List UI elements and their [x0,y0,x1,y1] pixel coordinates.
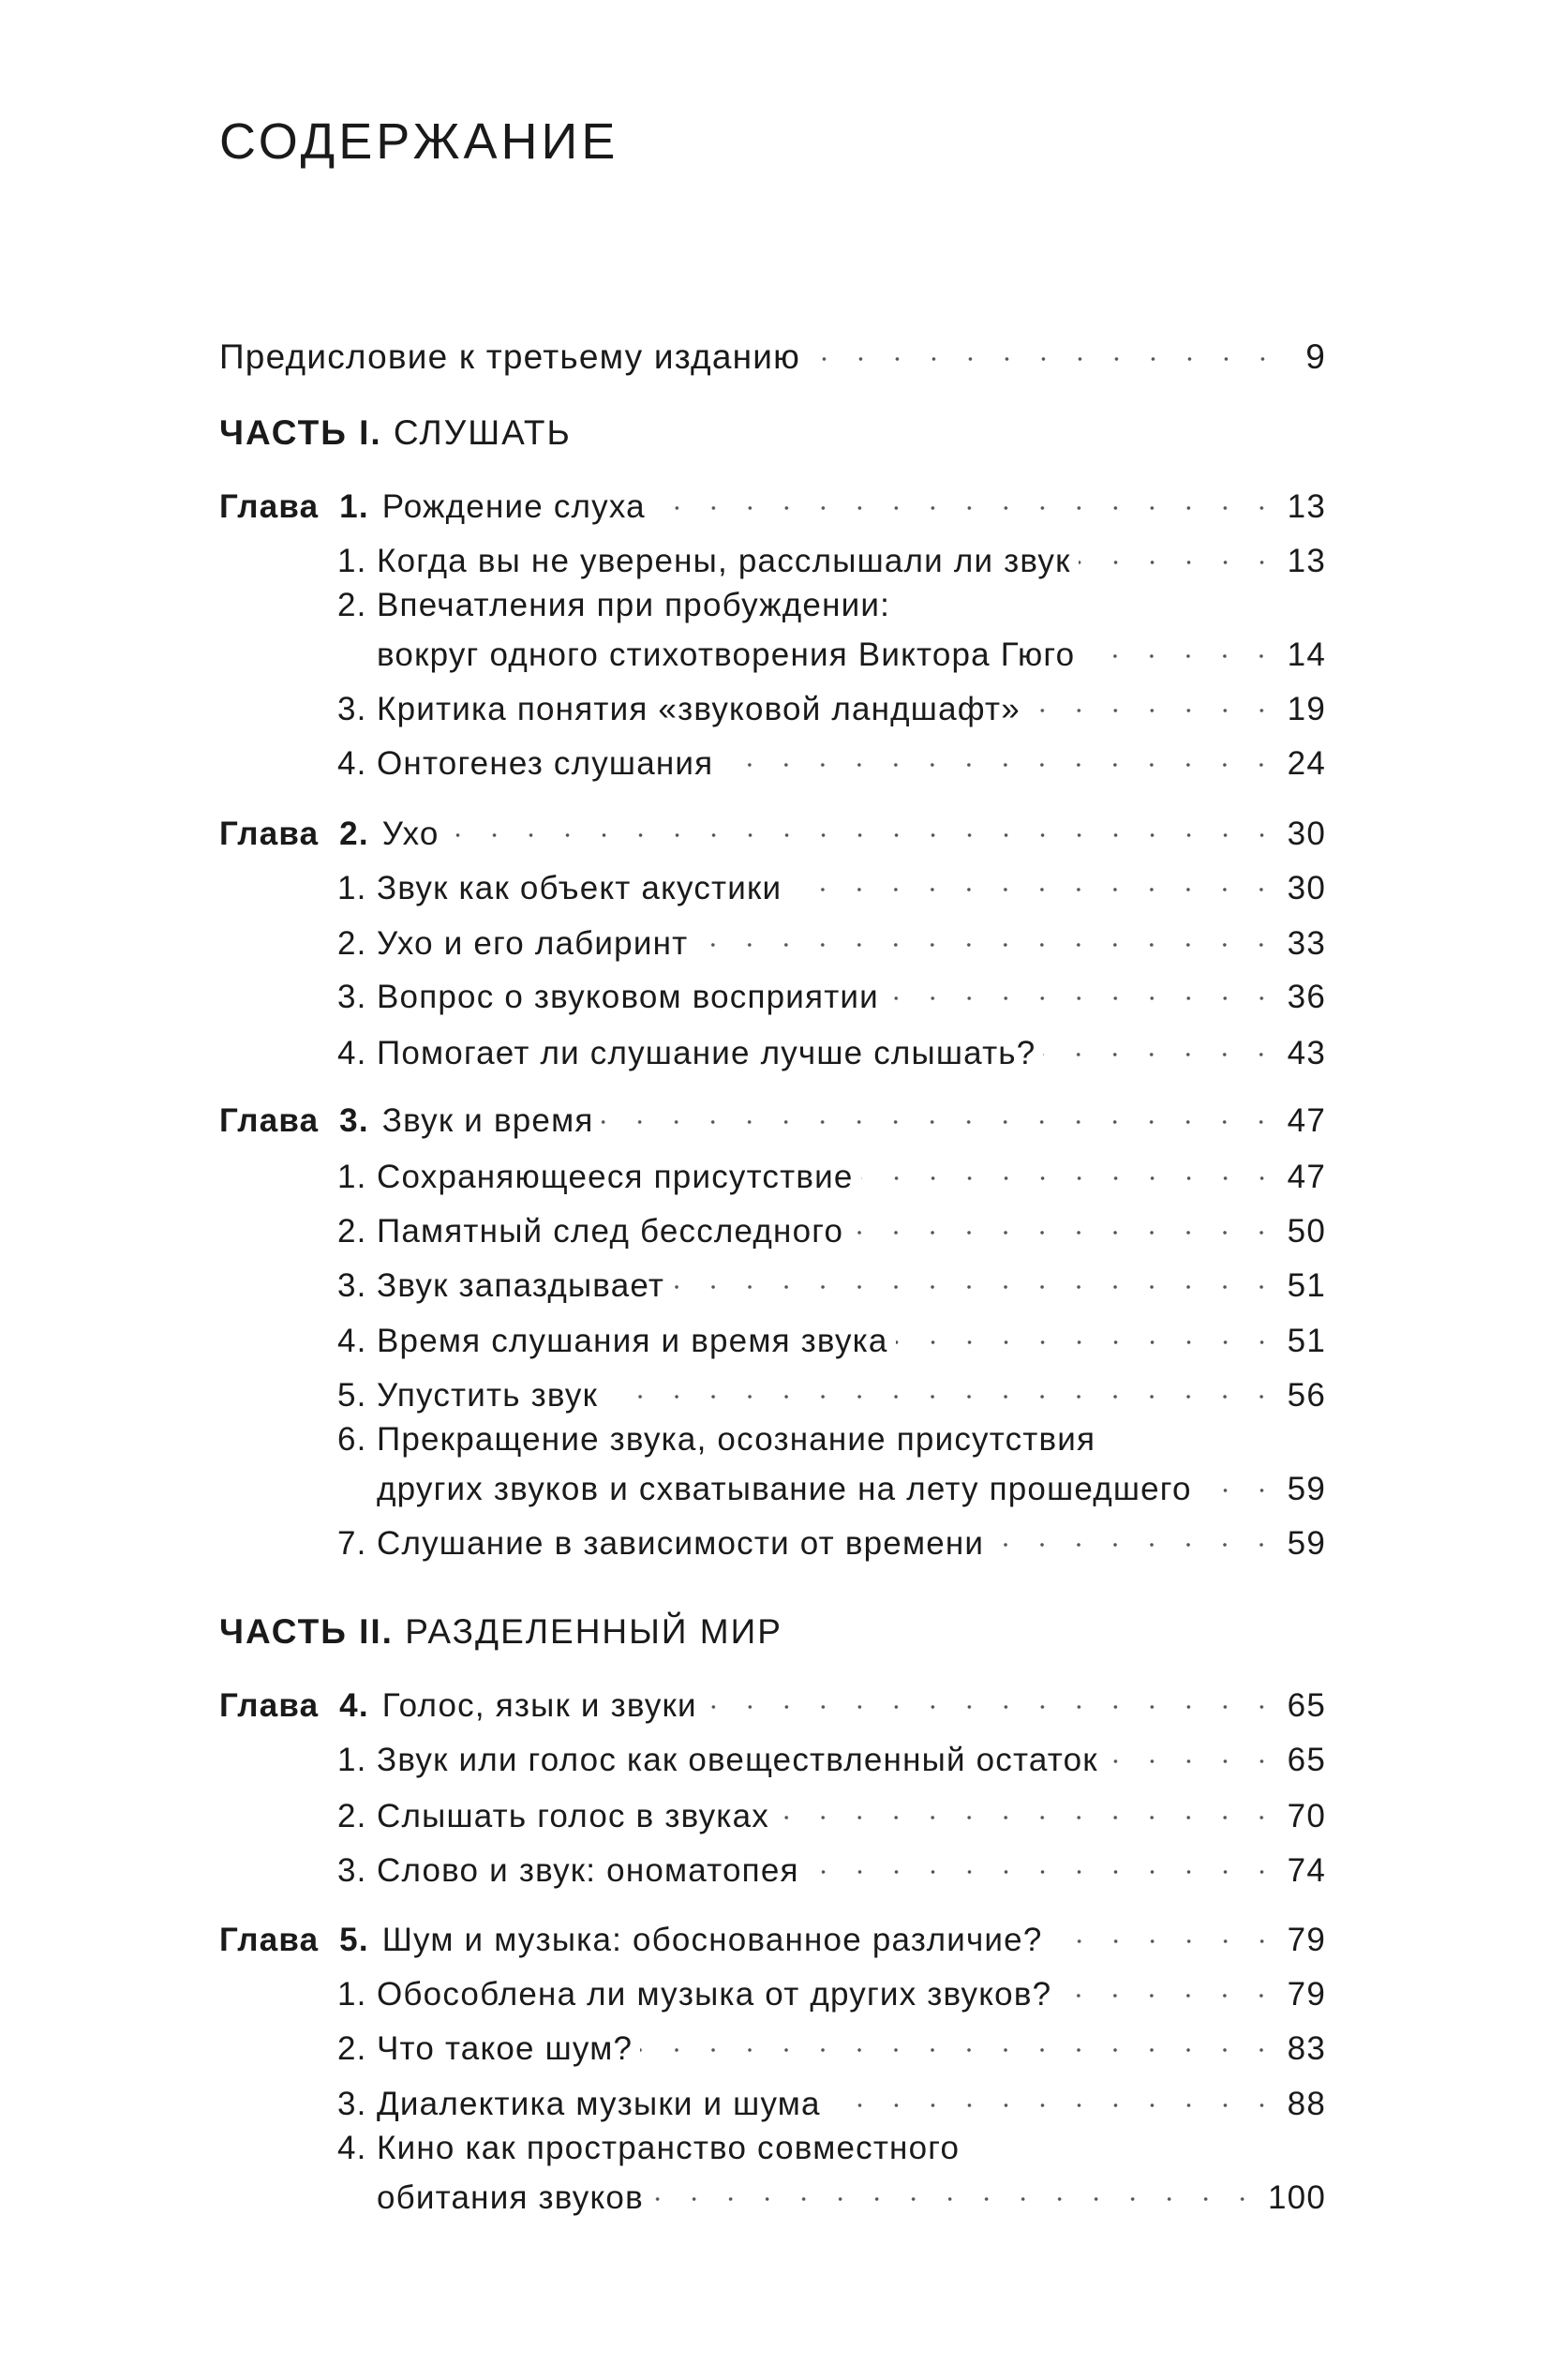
part-heading [219,412,1326,454]
entry-title: Вопрос о звуковом восприятии [377,979,879,1015]
dot-leader [861,1146,1280,1188]
dot-leader [1082,624,1279,666]
entry-title: Слово и звук: ономатопея [377,1852,799,1889]
dot-leader [777,1786,1280,1827]
entry-title: Слышать голос в звуках [377,1798,769,1834]
toc-entry-section[interactable] [337,1513,1326,1562]
part-heading [219,1611,1326,1653]
entry-title: Слушание в зависимости от времени [377,1525,985,1562]
dot-leader [601,1090,1279,1131]
entry-title-line2: вокруг одного стихотворения Виктора Гюго [377,636,1076,673]
page-number: 65 [1287,1742,1326,1778]
toc-entry-preface[interactable] [219,327,1326,376]
page-number: 74 [1287,1852,1326,1889]
section-number: 1. [337,543,367,579]
page-number: 47 [1287,1159,1326,1195]
dot-leader [672,1255,1280,1296]
entry-title-line1: 4. Кино как пространство совместного [337,2128,960,2169]
part-name: РАЗДЕЛЕННЫЙ МИР [393,1612,782,1651]
toc-entry-section[interactable] [337,1023,1326,1071]
entry-title: Онтогенез слушания [377,745,714,782]
dot-leader [1106,1729,1280,1771]
entry-title: Шум и музыка: обоснованное различие? [381,1922,1043,1958]
toc-entry-section[interactable] [337,679,1326,727]
section-number: 1. [337,1742,367,1778]
page-number: 36 [1287,979,1326,1015]
entry-title-line2: других звуков и схватывание на лету прошедшего [377,1471,1192,1507]
entry-title: Ухо и его лабиринт [377,925,689,962]
dot-leader [851,1201,1280,1242]
entry-title: Предисловие к третьему изданию [219,337,801,376]
toc-entry-section[interactable] [337,2073,1326,2122]
entry-title: Звук как объект акустики [377,870,782,906]
dot-leader [705,1675,1280,1716]
section-number: 7. [337,1525,367,1562]
page-number: 33 [1287,925,1326,962]
toc-entry-section[interactable] [337,1729,1326,1778]
page-number: 59 [1287,1471,1326,1507]
toc-entry-section[interactable] [337,2018,1326,2067]
dot-leader [789,858,1279,899]
section-number: 2. [337,925,367,962]
dot-leader [808,327,1281,368]
page-number: 65 [1287,1687,1326,1724]
toc-entry-section[interactable] [337,1365,1326,1414]
section-number: 2. [337,2030,367,2067]
page-number: 79 [1287,1976,1326,2013]
page-number: 56 [1287,1377,1326,1414]
section-number: 4. [337,1323,367,1359]
toc-entry-section[interactable] [337,1786,1326,1834]
entry-title: Ухо [381,816,440,852]
toc-entry-section[interactable] [337,1255,1326,1304]
part-label: ЧАСТЬ I. [219,413,382,452]
dot-leader [1059,1964,1279,2005]
page-number: 70 [1287,1798,1326,1834]
dot-leader [605,1365,1280,1406]
dot-leader [447,803,1280,845]
section-number: 2. [337,1213,367,1250]
toc-entry-section[interactable] [337,1840,1326,1889]
toc-entry-section[interactable] [337,733,1326,782]
dot-leader [1043,1023,1279,1064]
page-number: 88 [1287,2086,1326,2122]
entry-title: Критика понятия «звуковой ландшафт» [377,691,1021,727]
section-number: 3. [337,2086,367,2122]
page-number: 51 [1287,1323,1326,1359]
chapter-label: Глава 2. [219,816,369,852]
entry-title: Когда вы не уверены, расслышали ли звук [377,543,1071,579]
toc-entry-section[interactable] [337,1964,1326,2013]
page-number: 59 [1287,1525,1326,1562]
page-number: 19 [1287,691,1326,727]
dot-leader [653,476,1280,517]
section-number: 3. [337,1852,367,1889]
dot-leader [1028,679,1280,720]
chapter-label: Глава 4. [219,1687,369,1724]
toc-entry-section[interactable] [337,1310,1326,1359]
section-number: 4. [337,1035,367,1071]
page-number: 83 [1287,2030,1326,2067]
page-number: 100 [1268,2179,1326,2216]
dot-leader [887,966,1280,1008]
page-number: 24 [1287,745,1326,782]
page-number: 51 [1287,1267,1326,1304]
entry-title: Сохраняющееся присутствие [377,1159,854,1195]
chapter-label: Глава 3. [219,1102,369,1139]
section-number: 1. [337,1976,367,2013]
section-number: 2. [337,1798,367,1834]
entry-title-line1: 2. Впечатления при пробуждении: [337,585,890,626]
toc-entry-chapter[interactable] [219,803,1326,852]
part-label: ЧАСТЬ II. [219,1612,394,1651]
entry-title: Звук и время [381,1102,594,1139]
entry-title: Упустить звук [377,1377,599,1414]
dot-leader [651,2167,1260,2208]
section-number: 4. [337,745,367,782]
dot-leader [640,2018,1280,2059]
toc-entry-section[interactable] [337,1146,1326,1195]
page-number: 13 [1287,488,1326,525]
section-number: 3. [337,1267,367,1304]
page-number: 79 [1287,1922,1326,1958]
toc-entry-chapter[interactable] [219,1090,1326,1139]
toc-entry-section[interactable] [337,858,1326,906]
section-number: 3. [337,979,367,1015]
dot-leader [807,1840,1280,1881]
toc-entry-section[interactable] [337,2167,1326,2216]
dot-leader [1200,1459,1280,1500]
entry-title: Звук запаздывает [377,1267,665,1304]
section-number: 1. [337,1159,367,1195]
entry-title: Время слушания и время звука [377,1323,888,1359]
dot-leader [828,2073,1280,2115]
section-number: 6. [337,1421,367,1458]
section-number: 3. [337,691,367,727]
section-number: 2. [337,587,367,623]
entry-title-line2: обитания звуков [377,2179,644,2216]
page-number: 30 [1287,816,1326,852]
dot-leader [721,733,1279,774]
section-number: 4. [337,2130,367,2166]
page-number: 9 [1305,337,1326,376]
dot-leader [1051,1909,1280,1951]
entry-title: Памятный след бесследного [377,1213,844,1250]
toc-entry-chapter[interactable] [219,476,1326,525]
page-number: 47 [1287,1102,1326,1139]
entry-title: Рождение слуха [381,488,646,525]
entry-title-line1: 6. Прекращение звука, осознание присутствия [337,1419,1095,1460]
toc-entry-section[interactable] [337,1459,1326,1507]
chapter-label: Глава 5. [219,1922,369,1958]
dot-leader [896,1310,1280,1352]
dot-leader [695,913,1279,954]
dot-leader [1079,531,1280,572]
page-number: 50 [1287,1213,1326,1250]
toc-entry-section[interactable] [337,913,1326,962]
page-title: СОДЕРЖАНИЕ [219,113,619,170]
entry-title: Обособлена ли музыка от других звуков? [377,1976,1052,2013]
entry-title: Звук или голос как овеществленный остаток [377,1742,1098,1778]
page-number: 43 [1287,1035,1326,1071]
entry-title: Диалектика музыки и шума [377,2086,821,2122]
toc-entry-section[interactable] [337,531,1326,579]
entry-title: Помогает ли слушание лучше слышать? [377,1035,1036,1071]
page-number: 30 [1287,870,1326,906]
toc-entry-section[interactable] [337,966,1326,1015]
dot-leader [991,1513,1280,1554]
entry-title: Голос, язык и звуки [381,1687,697,1724]
page-number: 13 [1287,543,1326,579]
chapter-label: Глава 1. [219,488,369,525]
part-name: СЛУШАТЬ [381,413,572,452]
page-number: 14 [1287,636,1326,673]
toc-entry-chapter[interactable] [219,1675,1326,1724]
toc-entry-chapter[interactable] [219,1909,1326,1958]
section-number: 1. [337,870,367,906]
toc-entry-section[interactable] [337,624,1326,673]
section-number: 5. [337,1377,367,1414]
entry-title: Что такое шум? [377,2030,633,2067]
toc-entry-section[interactable] [337,1201,1326,1250]
